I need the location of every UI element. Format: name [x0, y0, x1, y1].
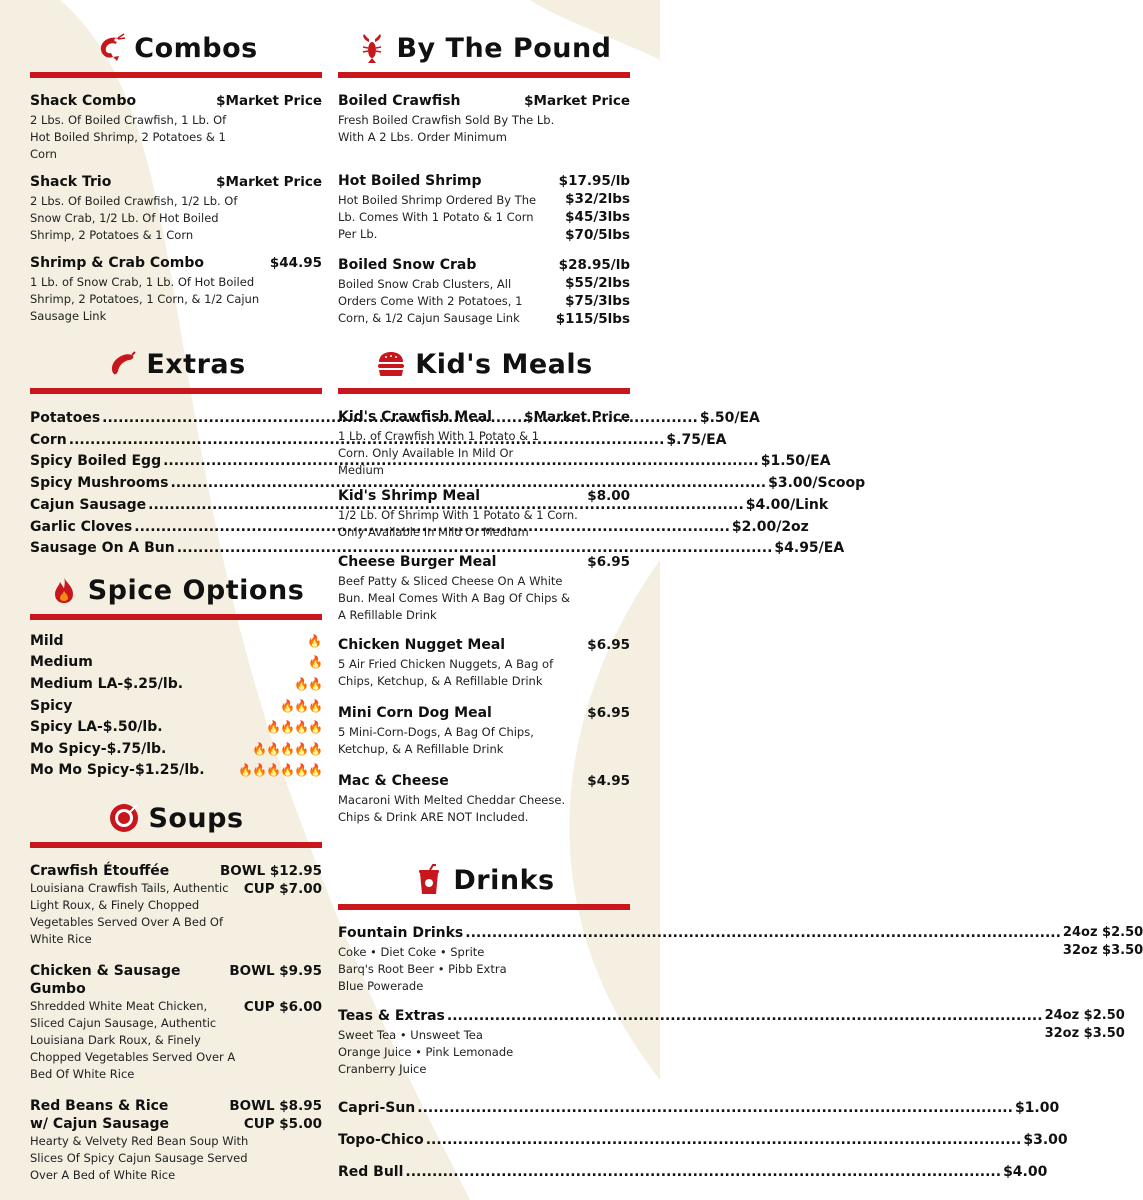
drinks-item: Red Bull ..... $4.00	[338, 1156, 630, 1188]
drinks-item: Fountain Drinks ..... Coke • Diet Coke • Sprite Barq's Root Beer • Pibb Extra Blue Powerade 24oz $2.50 32oz $3.50	[338, 924, 630, 995]
pound-title: By The Pound	[396, 32, 612, 64]
kids-item: Mac & Cheese $4.95 Macaroni With Melted Cheddar Cheese. Chips & Drink ARE NOT Included.	[338, 773, 630, 824]
flame-icon: 🔥🔥🔥🔥🔥🔥	[238, 763, 322, 778]
pound-item: Hot Boiled Shrimp $17.95/lb Hot Boiled Shrimp Ordered By The Lb. Comes With 1 Potato & 1 Corn Per Lb. $32/2lbs $45/3lbs $70/5lbs	[338, 173, 630, 243]
kids-item: Kid's Crawfish Meal $Market Price 1 Lb. of Crawfish With 1 Potato & 1 Corn. Only Available In Mild Or Medium	[338, 409, 630, 477]
soups-title: Soups	[148, 802, 244, 834]
drink-cup-icon	[413, 864, 445, 896]
extras-item: Cajun Sausage ..... $4.00/Link	[30, 495, 322, 517]
drinks-item: Teas & Extras ..... Sweet Tea • Unsweet Tea Orange Juice • Pink Lemonade Cranberry Juice 24oz $2.50 32oz $3.50	[338, 1007, 630, 1078]
soup-item: Red Beans & Rice BOWL $8.95 w/ Cajun Sausage CUP $5.00 Hearty & Velvety Red Bean Soup With Slices Of Spicy Cajun Sausage Served Over A Bed of White Rice	[30, 1098, 322, 1182]
extras-item: Garlic Cloves ..... $2.00/2oz	[30, 517, 322, 539]
extras-item: Sausage On A Bun ..... $4.95/EA	[30, 538, 322, 560]
drinks-divider	[338, 904, 630, 910]
spice-level: Spicy LA-$.50/lb. 🔥🔥🔥🔥	[30, 719, 322, 736]
extras-title: Extras	[146, 348, 246, 380]
sausage-icon	[106, 348, 138, 380]
crawfish-icon	[356, 32, 388, 64]
spice-level: Mo Mo Spicy-$1.25/lb. 🔥🔥🔥🔥🔥🔥	[30, 762, 322, 779]
spice-divider	[30, 614, 322, 620]
kids-item: Chicken Nugget Meal $6.95 5 Air Fried Chicken Nuggets, A Bag of Chips, Ketchup, & A Refillable Drink	[338, 637, 630, 688]
pound-divider	[338, 72, 630, 78]
drinks-title: Drinks	[453, 864, 555, 896]
burger-icon	[375, 348, 407, 380]
pound-item: Boiled Snow Crab $28.95/lb Boiled Snow Crab Clusters, All Orders Come With 2 Potatoes, 1 Corn, & 1/2 Cajun Sausage Link $55/2lbs $75/3lbs $115/5lbs	[338, 257, 630, 327]
drinks-item: Topo-Chico ..... $3.00	[338, 1124, 630, 1156]
spice-list	[30, 630, 322, 781]
shrimp-icon	[94, 32, 126, 64]
combo-item: Shack Trio $Market Price 2 Lbs. Of Boiled Crawfish, 1/2 Lb. Of Snow Crab, 1/2 Lb. Of Hot Boiled Shrimp, 2 Potatoes & 1 Corn	[30, 174, 322, 242]
combos-section	[30, 26, 322, 335]
extras-item: Spicy Mushrooms ..... $3.00/Scoop	[30, 473, 322, 495]
combo-item: Shack Combo $Market Price 2 Lbs. Of Boiled Crawfish, 1 Lb. Of Hot Boiled Shrimp, 2 Potatoes & 1 Corn	[30, 93, 322, 161]
spice-level: Medium 🔥	[30, 654, 322, 671]
flame-icon: 🔥🔥	[294, 676, 322, 691]
spice-level: Medium LA-$.25/lb. 🔥🔥	[30, 675, 322, 692]
flame-icon	[48, 574, 80, 606]
extras-item: Corn ..... $.75/EA	[30, 430, 322, 452]
combo-item: Shrimp & Crab Combo $44.95 1 Lb. of Snow Crab, 1 Lb. Of Hot Boiled Shrimp, 2 Potatoes, 1 Corn, & 1/2 Cajun Sausage Link	[30, 255, 322, 323]
flame-icon: 🔥🔥🔥🔥🔥	[252, 741, 322, 756]
soup-item: Crawfish Étouffée BOWL $12.95 Louisiana Crawfish Tails, Authentic Light Roux, & Finely Chopped Vegetables Served Over A Bed Of White Rice CUP $7.00	[30, 863, 322, 946]
drinks-section	[338, 858, 1143, 1188]
kids-divider	[338, 388, 630, 394]
soups-section	[30, 796, 322, 1194]
extras-item: Potatoes ..... $.50/EA	[30, 408, 322, 430]
flame-icon: 🔥🔥🔥	[280, 698, 322, 713]
extras-item: Spicy Boiled Egg ..... $1.50/EA	[30, 451, 322, 473]
spice-section	[30, 568, 322, 781]
flame-icon: 🔥	[308, 655, 322, 670]
soup-item: Chicken & Sausage Gumbo BOWL $9.95 Shredded White Meat Chicken, Sliced Cajun Sausage, Authentic Louisiana Dark Roux, & Finely Chopped Vegetables Served Over A Bed Of White Rice CUP $6.00	[30, 963, 322, 1081]
combos-divider	[30, 72, 322, 78]
combos-title: Combos	[134, 32, 258, 64]
kids-section	[338, 342, 630, 836]
extras-divider	[30, 388, 322, 394]
pound-section	[338, 26, 630, 338]
soups-divider	[30, 842, 322, 848]
kids-item: Mini Corn Dog Meal $6.95 5 Mini-Corn-Dogs, A Bag Of Chips, Ketchup, & A Refillable Drink	[338, 705, 630, 756]
flame-icon: 🔥	[307, 633, 322, 648]
soup-bowl-icon	[108, 802, 140, 834]
spice-level: Spicy 🔥🔥🔥	[30, 697, 322, 714]
kids-item: Cheese Burger Meal $6.95 Beef Patty & Sliced Cheese On A White Bun. Meal Comes With A Bag Of Chips & A Refillable Drink	[338, 554, 630, 622]
pound-item: Boiled Crawfish $Market Price Fresh Boiled Crawfish Sold By The Lb. With A 2 Lbs. Order Minimum	[338, 93, 630, 144]
flame-icon: 🔥🔥🔥🔥	[266, 720, 322, 735]
drinks-item: Capri-Sun ..... $1.00	[338, 1092, 630, 1124]
spice-level: Mo Spicy-$.75/lb. 🔥🔥🔥🔥🔥	[30, 740, 322, 757]
spice-level: Mild 🔥	[30, 632, 322, 649]
kids-item: Kid's Shrimp Meal $8.00 1/2 Lb. Of Shrimp With 1 Potato & 1 Corn. Only Available In Mild Or Medium	[338, 488, 630, 539]
spice-title: Spice Options	[87, 574, 305, 606]
kids-title: Kid's Meals	[415, 348, 593, 380]
